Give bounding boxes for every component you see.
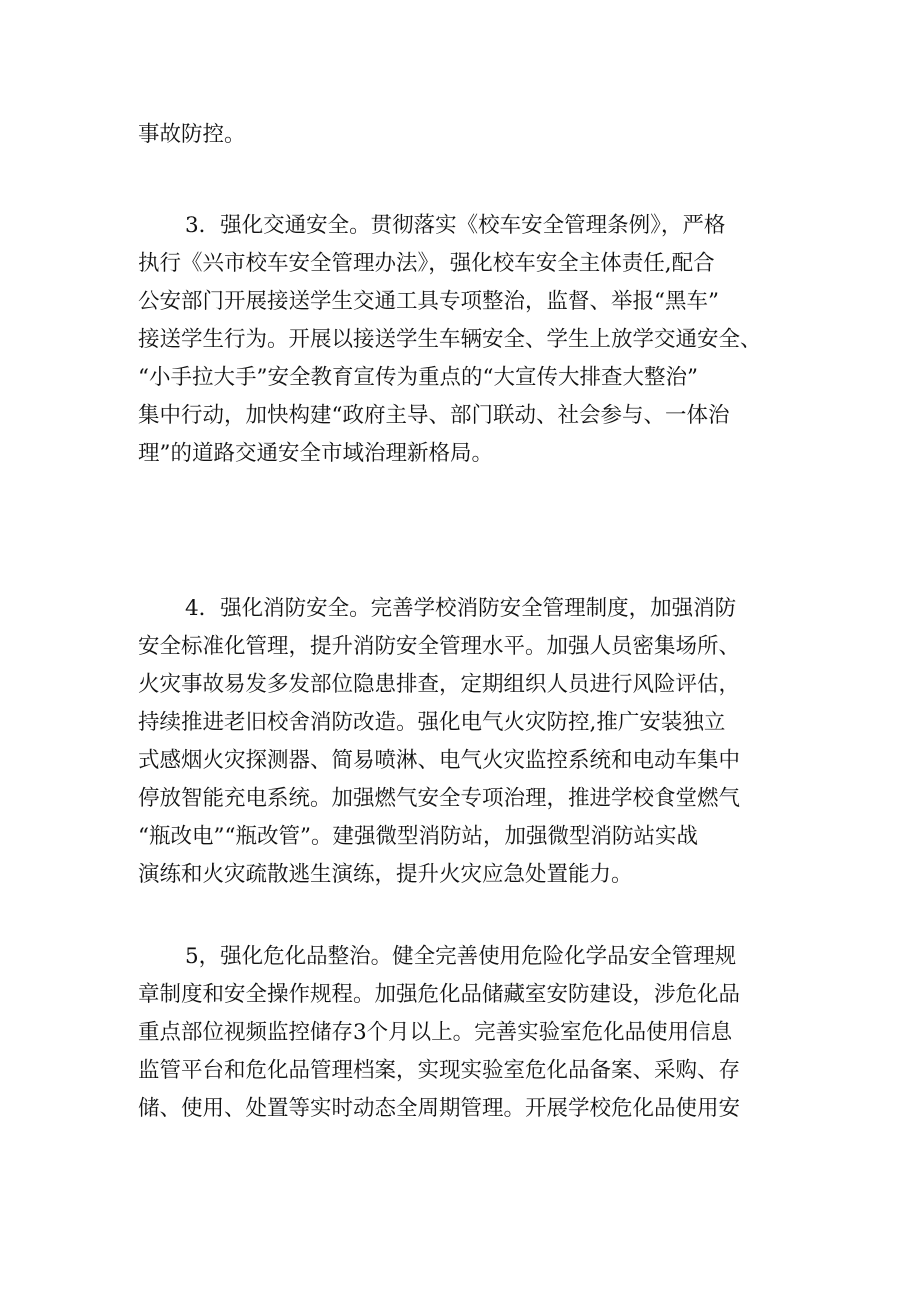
- text-line: 3．强化交通安全。贯彻落实《校车安全管理条例》，严格: [185, 213, 726, 238]
- text-line: 重点部位视频监控储存3个月以上。完善实验室危化品使用信息: [138, 1020, 733, 1045]
- text-line: 储、使用、处置等实时动态全周期管理。开展学校危化品使用安: [138, 1096, 741, 1121]
- text-line: 4．强化消防安全。完善学校消防安全管理制度，加强消防: [185, 596, 737, 621]
- text-line: 停放智能充电系统。加强燃气安全专项治理，推进学校食堂燃气: [138, 786, 741, 811]
- text-line: 持续推进老旧校舍消防改造。强化电气火灾防控,推广安装独立: [138, 710, 726, 735]
- text-line: 演练和火灾疏散逃生演练，提升火灾应急处置能力。: [138, 862, 633, 887]
- text-line: 集中行动，加快构建“政府主导、部门联动、社会参与、一体治: [138, 403, 730, 428]
- text-line: 接送学生行为。开展以接送学生车辆安全、学生上放学交通安全、: [138, 327, 762, 352]
- text-line: 火灾事故易发多发部位隐患排查，定期组织人员进行风险评估，: [138, 672, 741, 697]
- text-line: 章制度和安全操作规程。加强危化品储藏室安防建设，涉危化品: [138, 982, 741, 1007]
- text-line: 安全标准化管理，提升消防安全管理水平。加强人员密集场所、: [138, 634, 741, 659]
- text-line: 5，强化危化品整治。健全完善使用危险化学品安全管理规: [185, 944, 737, 969]
- paragraph-hazardous-chemicals: [138, 938, 788, 1128]
- text-line: “瓶改电”“瓶改管”。建强微型消防站，加强微型消防站实战: [138, 824, 698, 849]
- text-line: 执行《兴市校车安全管理办法》，强化校车安全主体责任,配合: [138, 251, 715, 276]
- text-line: 式感烟火灾探测器、简易喷淋、电气火灾监控系统和电动车集中: [138, 748, 741, 773]
- text-line: 事故防控。: [138, 122, 246, 147]
- text-line: “小手拉大手”安全教育宣传为重点的“大宣传大排查大整治”: [138, 365, 698, 390]
- text-line: 理”的道路交通安全市域治理新格局。: [138, 441, 493, 466]
- paragraph-traffic-safety: [138, 207, 788, 473]
- text-line: 监管平台和危化品管理档案，实现实验室危化品备案、采购、存: [138, 1058, 741, 1083]
- text-line: 公安部门开展接送学生交通工具专项整治，监督、举报“黑车”: [138, 289, 719, 314]
- paragraph-continuation: [138, 116, 788, 154]
- paragraph-fire-safety: [138, 590, 788, 894]
